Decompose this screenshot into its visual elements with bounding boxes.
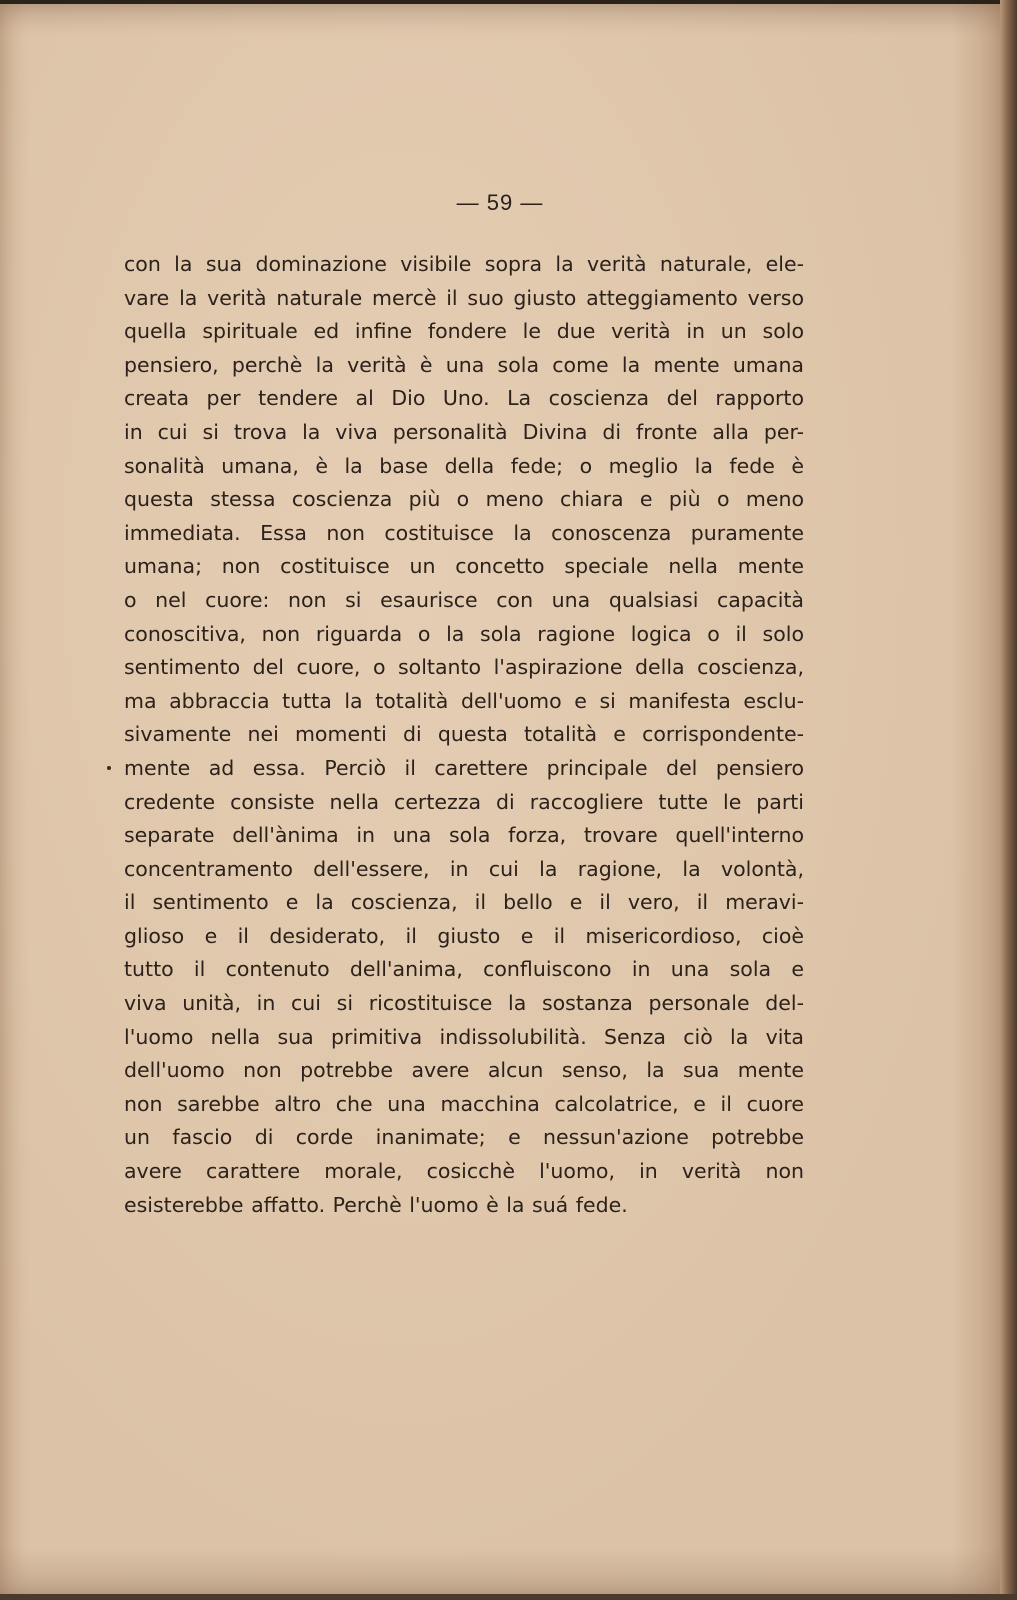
text-line: conoscitiva, non riguarda o la sola ragione logica o il solo <box>124 621 804 646</box>
margin-mark <box>107 766 111 770</box>
page-number: — 59 — <box>456 190 544 215</box>
text-line: credente consiste nella certezza di raccogliere tutte le parti <box>124 789 804 814</box>
text-line: umana; non costituisce un concetto speciale nella mente <box>124 554 804 579</box>
text-line: mente ad essa. Perciò il carettere principale del pensiero <box>124 755 804 780</box>
text-line: quella spirituale ed infine fondere le due verità in un solo <box>124 319 804 344</box>
text-line: pensiero, perchè la verità è una sola come la mente umana <box>124 352 804 377</box>
text-line: o nel cuore: non si esaurisce con una qualsiasi capacità <box>124 587 804 612</box>
text-line: dell'uomo non potrebbe avere alcun senso, la sua mente <box>124 1058 804 1083</box>
text-line: creata per tendere al Dio Uno. La coscienza del rapporto <box>124 386 804 411</box>
text-line: sivamente nei momenti di questa totalità e corrispondente- <box>124 722 804 747</box>
text-line: avere carattere morale, cosicchè l'uomo, in verità non <box>124 1159 804 1184</box>
text-line: vare la verità naturale mercè il suo giusto atteggiamento verso <box>124 285 804 310</box>
text-line: sentimento del cuore, o soltanto l'aspirazione della coscienza, <box>124 655 804 680</box>
body-text <box>124 248 804 1222</box>
text-line: con la sua dominazione visibile sopra la verità naturale, ele- <box>124 252 804 276</box>
text-line: concentramento dell'essere, in cui la ragione, la volontà, <box>124 856 804 881</box>
text-line: immediata. Essa non costituisce la conoscenza puramente <box>124 520 804 545</box>
text-line: non sarebbe altro che una macchina calcolatrice, e il cuore <box>124 1091 804 1116</box>
text-line: il sentimento e la coscienza, il bello e il vero, il meravi- <box>124 890 804 915</box>
scan-bottom-edge <box>0 1594 1017 1600</box>
text-line: in cui si trova la viva personalità Divina di fronte alla per- <box>124 419 804 444</box>
text-line: tutto il contenuto dell'anima, confluiscono in una sola e <box>124 957 804 982</box>
text-line: viva unità, in cui si ricostituisce la sostanza personale del- <box>124 991 804 1016</box>
book-page <box>0 4 1000 1596</box>
text-line: questa stessa coscienza più o meno chiara e più o meno <box>124 487 804 512</box>
text-line: sonalità umana, è la base della fede; o meglio la fede è <box>124 453 804 478</box>
text-line: ma abbraccia tutta la totalità dell'uomo e si manifesta esclu- <box>124 688 804 713</box>
text-line: glioso e il desiderato, il giusto e il misericordioso, cioè <box>124 923 804 948</box>
text-line: separate dell'ànima in una sola forza, trovare quell'interno <box>124 823 804 848</box>
text-line: l'uomo nella sua primitiva indissolubilità. Senza ciò la vita <box>124 1024 804 1049</box>
text-line-last: esisterebbe affatto. Perchè l'uomo è la suá fede. <box>124 1192 628 1217</box>
text-line: un fascio di corde inanimate; e nessun'azione potrebbe <box>124 1125 804 1150</box>
scan-right-edge <box>1000 0 1017 1600</box>
